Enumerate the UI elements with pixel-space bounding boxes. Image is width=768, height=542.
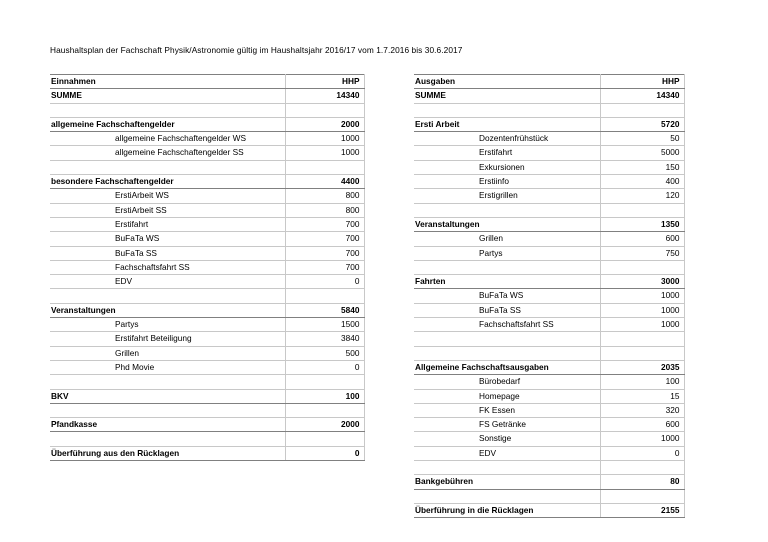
- income-row-value: 700: [285, 217, 364, 231]
- expense-row-label: Erstiinfo: [414, 175, 600, 189]
- expense-row-value: 1350: [600, 217, 684, 231]
- expense-row-label: FS Getränke: [414, 418, 600, 432]
- income-row-value: 0: [285, 360, 364, 374]
- income-header-label: Einnahmen: [50, 75, 285, 89]
- expense-total-row: [414, 503, 684, 517]
- expense-row-value: 5000: [600, 146, 684, 160]
- income-row-value: 3840: [285, 332, 364, 346]
- expense-row-label: Allgemeine Fachschaftsausgaben: [414, 360, 600, 374]
- expense-line-item-row: [414, 232, 684, 246]
- income-line-item-row: [50, 217, 364, 231]
- expense-row-value: 1000: [600, 289, 684, 303]
- expense-row-label: Exkursionen: [414, 160, 600, 174]
- income-row-label: Grillen: [50, 346, 285, 360]
- income-row-label: Überführung aus den Rücklagen: [50, 446, 285, 460]
- income-row-value: 800: [285, 189, 364, 203]
- expense-line-item-row: [414, 446, 684, 460]
- expense-row-value: 2155: [600, 503, 684, 517]
- expense-row-label: Überführung in die Rücklagen: [414, 503, 600, 517]
- expense-row-value: 1000: [600, 303, 684, 317]
- income-row-value: 0: [285, 275, 364, 289]
- expense-table: [414, 74, 685, 518]
- expense-row-label: Partys: [414, 246, 600, 260]
- income-row-label: allgemeine Fachschaftengelder SS: [50, 146, 285, 160]
- expense-row-label: Homepage: [414, 389, 600, 403]
- expense-row-value: 80: [600, 475, 684, 489]
- income-header-row: [50, 75, 364, 89]
- income-spacer-row: [50, 375, 364, 389]
- income-rows-body: [50, 103, 364, 460]
- income-row-label: BuFaTa WS: [50, 232, 285, 246]
- expense-row-value: [600, 346, 684, 360]
- income-line-item-row: [50, 318, 364, 332]
- income-row-value: 700: [285, 260, 364, 274]
- income-row-label: besondere Fachschaftengelder: [50, 175, 285, 189]
- expense-row-value: [600, 332, 684, 346]
- income-row-label: BuFaTa SS: [50, 246, 285, 260]
- income-row-label: ErstiArbeit WS: [50, 189, 285, 203]
- income-total-row: [50, 418, 364, 432]
- income-row-value: 700: [285, 232, 364, 246]
- income-summe-value: 14340: [285, 89, 364, 103]
- expense-section-row: [414, 360, 684, 374]
- expense-row-label: Grillen: [414, 232, 600, 246]
- expense-line-item-row: [414, 146, 684, 160]
- expense-row-label: FK Essen: [414, 403, 600, 417]
- income-row-value: 1000: [285, 132, 364, 146]
- expense-table-body: [414, 75, 684, 104]
- expense-row-value: 320: [600, 403, 684, 417]
- expense-row-value: 750: [600, 246, 684, 260]
- income-section-row: [50, 303, 364, 317]
- income-line-item-row: [50, 332, 364, 346]
- income-row-label: [50, 375, 285, 389]
- income-spacer-row: [50, 160, 364, 174]
- expense-summe-label: SUMME: [414, 89, 600, 103]
- expense-line-item-row: [414, 389, 684, 403]
- income-line-item-row: [50, 232, 364, 246]
- expense-row-value: [600, 260, 684, 274]
- expense-row-label: BuFaTa WS: [414, 289, 600, 303]
- income-line-item-row: [50, 260, 364, 274]
- expense-row-label: [414, 346, 600, 360]
- income-row-label: Erstifahrt Beteiligung: [50, 332, 285, 346]
- expense-row-value: 1000: [600, 432, 684, 446]
- income-row-value: [285, 103, 364, 117]
- income-row-label: EDV: [50, 275, 285, 289]
- income-table-body: [50, 75, 364, 104]
- income-row-label: Erstifahrt: [50, 217, 285, 231]
- expense-spacer-row: [414, 461, 684, 475]
- expense-rows-body: [414, 103, 684, 518]
- expense-line-item-row: [414, 246, 684, 260]
- expense-row-value: 600: [600, 232, 684, 246]
- income-spacer-row: [50, 289, 364, 303]
- income-total-row: [50, 389, 364, 403]
- expense-row-label: EDV: [414, 446, 600, 460]
- income-summe-label: SUMME: [50, 89, 285, 103]
- income-row-value: 800: [285, 203, 364, 217]
- expense-line-item-row: [414, 175, 684, 189]
- income-row-value: 700: [285, 246, 364, 260]
- income-table: [50, 74, 365, 461]
- income-line-item-row: [50, 132, 364, 146]
- expense-row-label: [414, 260, 600, 274]
- expense-row-label: [414, 103, 600, 117]
- income-header-value: HHP: [285, 75, 364, 89]
- income-row-label: Fachschaftsfahrt SS: [50, 260, 285, 274]
- expense-spacer-row: [414, 260, 684, 274]
- income-row-value: 5840: [285, 303, 364, 317]
- expense-row-label: [414, 461, 600, 475]
- expense-header-row: [414, 75, 684, 89]
- expense-row-label: BuFaTa SS: [414, 303, 600, 317]
- income-spacer-row: [50, 103, 364, 117]
- expense-line-item-row: [414, 418, 684, 432]
- income-row-value: [285, 432, 364, 446]
- expense-row-value: 600: [600, 418, 684, 432]
- income-section-row: [50, 117, 364, 131]
- expense-header-value: HHP: [600, 75, 684, 89]
- expense-summe-value: 14340: [600, 89, 684, 103]
- page-title: Haushaltsplan der Fachschaft Physik/Astronomie gültig im Haushaltsjahr 2016/17 vom 1.7.2016 bis 30.6.2017: [50, 45, 463, 55]
- income-row-value: 2000: [285, 418, 364, 432]
- expense-spacer-row: [414, 346, 684, 360]
- expense-header-label: Ausgaben: [414, 75, 600, 89]
- expense-line-item-row: [414, 132, 684, 146]
- expense-row-value: 2035: [600, 360, 684, 374]
- expense-total-row: [414, 475, 684, 489]
- expense-row-value: [600, 461, 684, 475]
- expense-line-item-row: [414, 432, 684, 446]
- income-row-value: 1500: [285, 318, 364, 332]
- expense-line-item-row: [414, 289, 684, 303]
- income-row-value: [285, 289, 364, 303]
- income-row-label: Phd Movie: [50, 360, 285, 374]
- expense-line-item-row: [414, 189, 684, 203]
- expense-row-label: Ersti Arbeit: [414, 117, 600, 131]
- expense-summe-row: [414, 89, 684, 103]
- income-row-value: [285, 160, 364, 174]
- income-row-label: allgemeine Fachschaftengelder: [50, 117, 285, 131]
- income-row-value: 1000: [285, 146, 364, 160]
- income-line-item-row: [50, 360, 364, 374]
- income-total-row: [50, 446, 364, 460]
- expense-row-label: Bürobedarf: [414, 375, 600, 389]
- income-row-value: 4400: [285, 175, 364, 189]
- income-line-item-row: [50, 275, 364, 289]
- expense-row-label: Fahrten: [414, 275, 600, 289]
- expense-line-item-row: [414, 160, 684, 174]
- expense-row-label: [414, 332, 600, 346]
- income-spacer-row: [50, 403, 364, 417]
- expense-row-value: 50: [600, 132, 684, 146]
- expense-row-label: Erstigrillen: [414, 189, 600, 203]
- income-row-label: BKV: [50, 389, 285, 403]
- income-line-item-row: [50, 146, 364, 160]
- income-row-label: Partys: [50, 318, 285, 332]
- expense-row-label: Dozentenfrühstück: [414, 132, 600, 146]
- expense-row-value: 400: [600, 175, 684, 189]
- income-row-value: 0: [285, 446, 364, 460]
- expense-row-value: 150: [600, 160, 684, 174]
- expense-row-label: Fachschaftsfahrt SS: [414, 318, 600, 332]
- income-row-label: [50, 160, 285, 174]
- income-row-value: 100: [285, 389, 364, 403]
- expense-line-item-row: [414, 403, 684, 417]
- expense-line-item-row: [414, 375, 684, 389]
- expense-section-row: [414, 275, 684, 289]
- expense-row-label: [414, 489, 600, 503]
- expense-section-row: [414, 217, 684, 231]
- expense-row-label: Veranstaltungen: [414, 217, 600, 231]
- income-line-item-row: [50, 346, 364, 360]
- expense-spacer-row: [414, 332, 684, 346]
- income-row-label: Pfandkasse: [50, 418, 285, 432]
- expense-row-value: 15: [600, 389, 684, 403]
- expense-row-value: 5720: [600, 117, 684, 131]
- income-row-label: Veranstaltungen: [50, 303, 285, 317]
- expense-row-label: Bankgebühren: [414, 475, 600, 489]
- expense-spacer-row: [414, 103, 684, 117]
- income-section-row: [50, 175, 364, 189]
- expense-line-item-row: [414, 303, 684, 317]
- expense-spacer-row: [414, 489, 684, 503]
- income-row-value: 2000: [285, 117, 364, 131]
- expense-row-label: Sonstige: [414, 432, 600, 446]
- income-row-label: [50, 103, 285, 117]
- expense-row-value: 100: [600, 375, 684, 389]
- expense-spacer-row: [414, 203, 684, 217]
- income-row-value: [285, 375, 364, 389]
- income-line-item-row: [50, 189, 364, 203]
- expense-row-value: [600, 103, 684, 117]
- income-row-value: [285, 403, 364, 417]
- expense-row-label: [414, 203, 600, 217]
- income-spacer-row: [50, 432, 364, 446]
- income-line-item-row: [50, 203, 364, 217]
- income-row-label: allgemeine Fachschaftengelder WS: [50, 132, 285, 146]
- expense-row-value: 120: [600, 189, 684, 203]
- income-summe-row: [50, 89, 364, 103]
- expense-row-value: 0: [600, 446, 684, 460]
- income-row-label: [50, 289, 285, 303]
- expense-row-label: Erstifahrt: [414, 146, 600, 160]
- expense-row-value: 3000: [600, 275, 684, 289]
- expense-line-item-row: [414, 318, 684, 332]
- expense-row-value: [600, 203, 684, 217]
- income-row-label: [50, 432, 285, 446]
- expense-section-row: [414, 117, 684, 131]
- income-row-label: [50, 403, 285, 417]
- expense-row-value: [600, 489, 684, 503]
- income-row-value: 500: [285, 346, 364, 360]
- income-line-item-row: [50, 246, 364, 260]
- income-row-label: ErstiArbeit SS: [50, 203, 285, 217]
- expense-row-value: 1000: [600, 318, 684, 332]
